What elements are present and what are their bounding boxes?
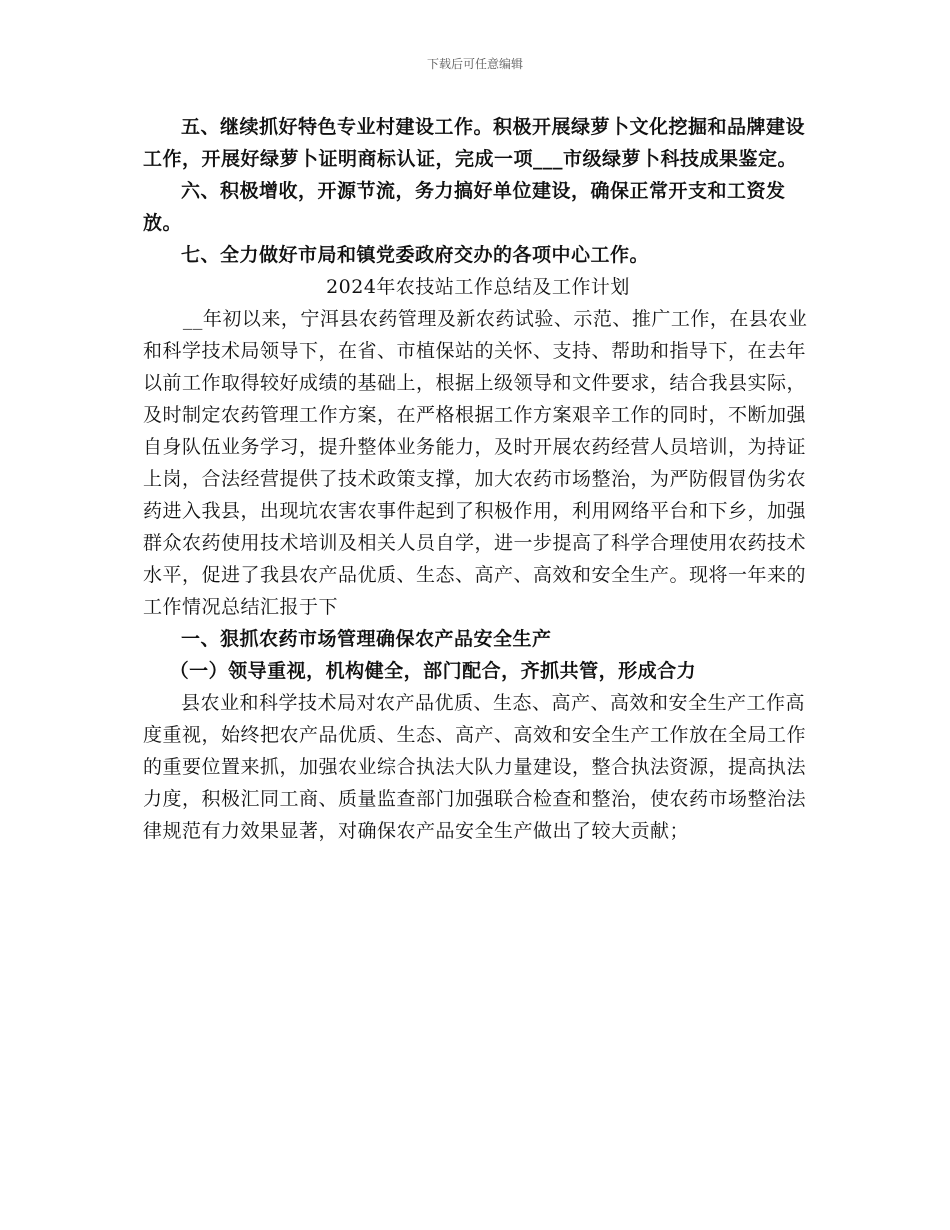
subsection-heading-1: （一）领导重视，机构健全，部门配合，齐抓共管，形成合力 xyxy=(169,660,697,682)
page-header: 下载后可任意编辑 xyxy=(426,57,523,71)
paragraph-item-6: 六、积极增收，开源节流，务力搞好单位建设，确保正常开支和工资发放。 xyxy=(143,180,786,234)
intro-paragraph: __年初以来，宁洱县农药管理及新农药试验、示范、推广工作，在县农业和科学技术局领导下，在省、市植保站的关怀、支持、帮助和指导下，在去年以前工作取得较好成绩的基础上，根据上级领导和文件要求，结合我县实际，及时制定农药管理工作方案，在严格根据工作方案艰辛工作的同时，不断加强自身队伍业务学习，提升整体业务能力，及时开展农药经营人员培训，为持证上岗，合法经营提供了技术政策支撑，加大农药市场整治，为严防假冒伪劣农药进入我县，出现坑农害农事件起到了积极作用，利用网络平台和下乡，加强群众农药使用技术培训及相关人员自学，进一步提高了科学合理使用农药技术水平，促进了我县农产品优质、生态、高产、高效和安全生产。现将一年来的工作情况总结汇报于下 xyxy=(143,308,808,618)
section-heading-1: 一、狠抓农药市场管理确保农产品安全生产 xyxy=(181,628,552,650)
document-title: 2024年农技站工作总结及工作计划 xyxy=(326,276,630,298)
paragraph-item-7: 七、全力做好市局和镇党委政府交办的各项中心工作。 xyxy=(181,244,650,266)
body-paragraph-1: 县农业和科学技术局对农产品优质、生态、高产、高效和安全生产工作高度重视，始终把农产品优质、生态、高产、高效和安全生产工作放在全局工作的重要位置来抓，加强农业综合执法大队力量建设，整合执法资源，提高执法力度，积极汇同工商、质量监查部门加强联合检查和整治，使农药市场整治法律规范有力效果显著，对确保农产品安全生产做出了较大贡献； xyxy=(143,692,807,842)
document-body xyxy=(143,111,813,847)
paragraph-item-5: 五、继续抓好特色专业村建设工作。积极开展绿萝卜文化挖掘和品牌建设工作，开展好绿萝卜证明商标认证，完成一项___市级绿萝卜科技成果鉴定。 xyxy=(143,116,806,170)
